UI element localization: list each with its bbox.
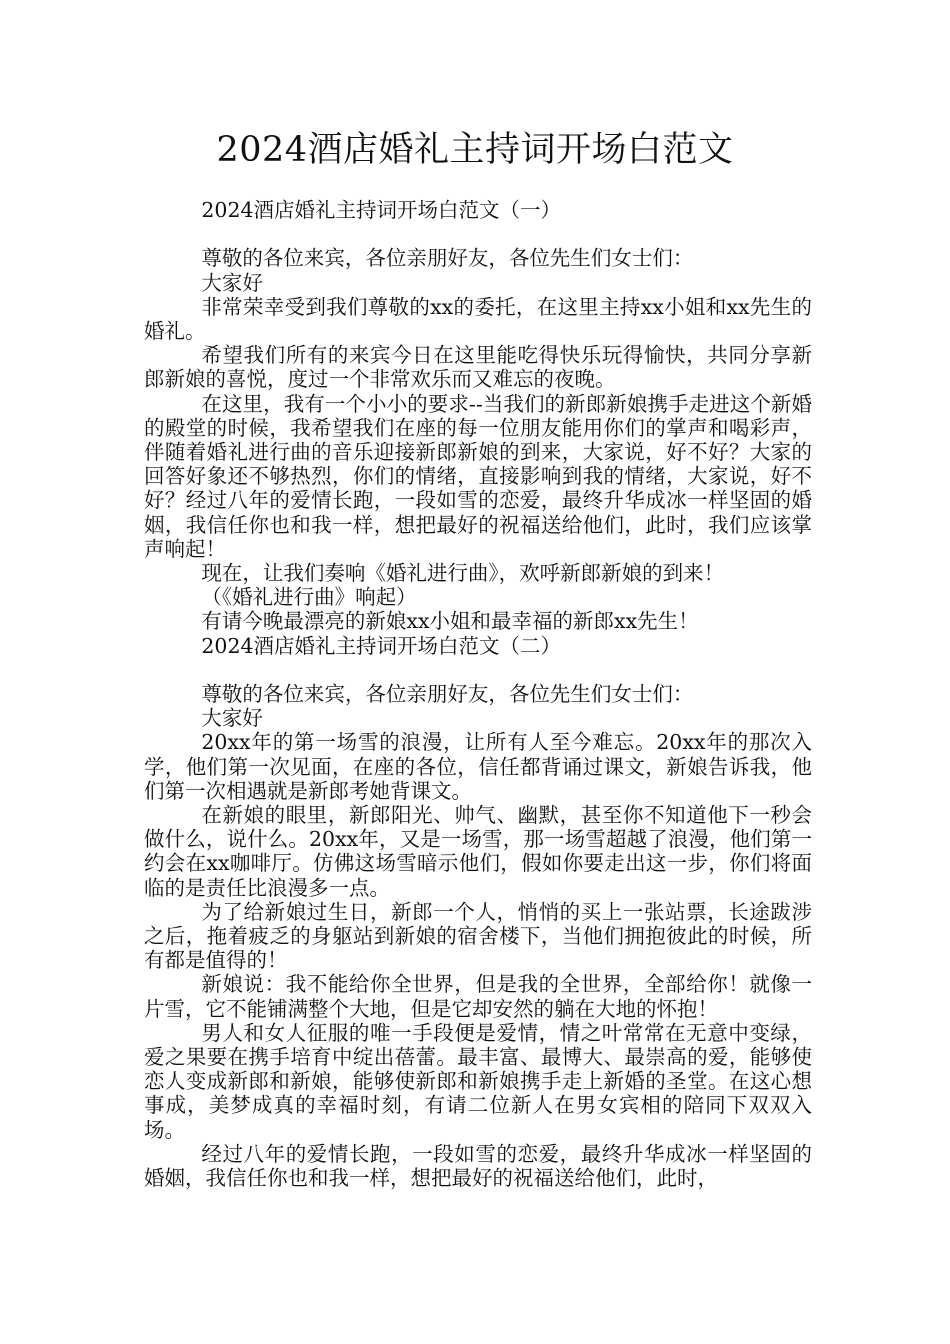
paragraph: 尊敬的各位来宾，各位亲朋好友，各位先生们女士们： bbox=[201, 682, 694, 707]
paragraph: 经过八年的爱情长跑，一段如雪的恋爱，最终升华成冰一样坚固的婚姻，我信任你也和我一样，想把最好的祝福送给他们，此时， bbox=[144, 1141, 812, 1191]
document-body bbox=[144, 198, 812, 1190]
paragraph: 希望我们所有的来宾今日在这里能吃得快乐玩得愉快，共同分享新郎新娘的喜悦，度过一个非常欢乐而又难忘的夜晚。 bbox=[144, 343, 812, 392]
paragraph: 大家好 bbox=[201, 270, 263, 295]
paragraph: 男人和女人征服的唯一手段便是爱情，情之叶常常在无意中变绿，爱之果要在携手培育中绽出蓓蕾。最丰富、最博大、最崇高的爱，能够使恋人变成新郎和新娘，能够使新郎和新娘携手走上新婚的圣堂。在这心想事成，美梦成真的幸福时刻，有请二位新人在男女宾相的陪同下双双入场。 bbox=[144, 1020, 812, 1142]
paragraph: （《婚礼进行曲》响起） bbox=[201, 585, 417, 610]
section-heading-1: 2024酒店婚礼主持词开场白范文（一） bbox=[201, 198, 562, 222]
paragraph: 为了给新娘过生日，新郎一个人，悄悄的买上一张站票，长途跋涉之后，拖着疲乏的身躯站到新娘的宿舍楼下，当他们拥抱彼此的时候，所有都是值得的！ bbox=[144, 899, 812, 973]
paragraph: 现在，让我们奏响《婚礼进行曲》，欢呼新郎新娘的到来！ bbox=[201, 561, 725, 586]
paragraph: 新娘说：我不能给你全世界，但是我的全世界，全部给你！就像一片雪，它不能铺满整个大地，但是它却安然的躺在大地的怀抱！ bbox=[144, 972, 812, 1021]
paragraph: 有请今晚最漂亮的新娘xx小姐和最幸福的新郎xx先生！ bbox=[201, 609, 699, 634]
paragraph: 在新娘的眼里，新郎阳光、帅气、幽默，甚至你不知道他下一秒会做什么，说什么。20xx年，又是一场雪，那一场雪超越了浪漫，他们第一约会在xx咖啡厅。仿佛这场雪暗示他们，假如你要走出这一步，你们将面临的是责任比浪漫多一点。 bbox=[144, 803, 812, 900]
paragraph: 尊敬的各位来宾，各位亲朋好友，各位先生们女士们： bbox=[201, 246, 694, 271]
paragraph: 大家好 bbox=[201, 706, 263, 731]
paragraph: 非常荣幸受到我们尊敬的xx的委托，在这里主持xx小姐和xx先生的婚礼。 bbox=[144, 294, 812, 343]
document-title: 2024酒店婚礼主持词开场白范文 bbox=[216, 130, 734, 170]
section-heading-2: 2024酒店婚礼主持词开场白范文（二） bbox=[201, 633, 562, 658]
paragraph: 20xx年的第一场雪的浪漫，让所有人至今难忘。20xx年的那次入学，他们第一次见面，在座的各位，信任都背诵过课文，新娘告诉我，他们第一次相遇就是新郎考她背课文。 bbox=[144, 730, 812, 803]
paragraph: 在这里，我有一个小小的要求--当我们的新郎新娘携手走进这个新婚的殿堂的时候，我希望我们在座的每一位朋友能用你们的掌声和喝彩声，伴随着婚礼进行曲的音乐迎接新郎新娘的到来，大家说，好不好？大家的回答好象还不够热烈，你们的情绪，直接影响到我的情绪，大家说，好不好？经过八年的爱情长跑，一段如雪的恋爱，最终升华成冰一样坚固的婚姻，我信任你也和我一样，想把最好的祝福送给他们，此时，我们应该掌声响起！ bbox=[144, 391, 812, 561]
